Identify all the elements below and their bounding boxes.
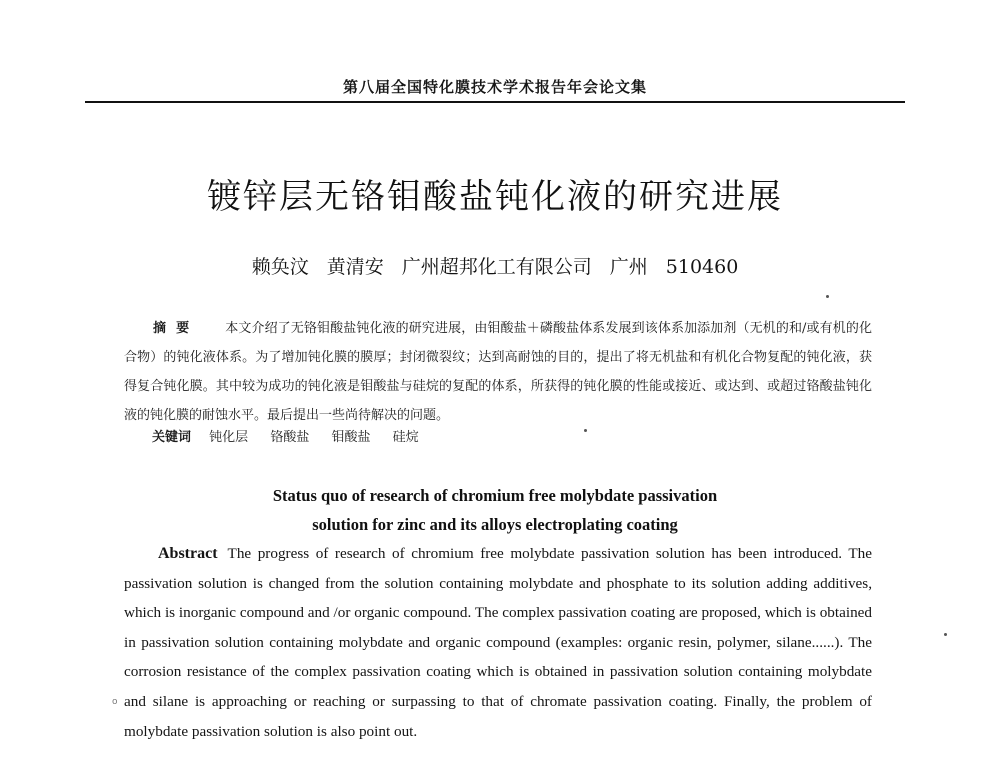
- abstract-en-label: Abstract: [158, 545, 218, 562]
- keyword: 铬酸盐: [270, 430, 310, 445]
- abstract-en: [124, 539, 872, 746]
- keyword: 硅烷: [392, 430, 419, 445]
- keywords-cn-label: 关键词: [152, 430, 192, 445]
- byline: [85, 254, 905, 280]
- abstract-cn-text: 本文介绍了无铬钼酸盐钝化液的研究进展，由钼酸盐＋磷酸盐体系发展到该体系加添加剂（无机的和/或有机的化合物）的钝化液体系。为了增加钝化膜的膜厚；封闭微裂纹；达到高耐蚀的目的，提出了将无机盐和有机化合物复配的钝化液，获得复合钝化膜。其中较为成功的钝化液是钼酸盐与硅烷的复配的体系，所获得的钝化膜的性能或接近、或达到、或超过铬酸盐钝化液的钝化膜的耐蚀水平。最后提出一些尚待解决的问题。: [124, 321, 872, 423]
- abstract-en-text: The progress of research of chromium free molybdate passivation solution has been introduced. The passivation solution is changed from the solution containing molybdate and phosphate to its solution adding additives, which is inorganic compound and /or organic compound. The complex passivation coating are proposed, which is obtained in passivation solution containing molybdate and organic compound (examples: organic resin, polymer, silane......). The corrosion resistance of the complex passivation coating which is obtained in passivation solution containing molybdate and silane is approaching or reaching or surpassing to that of chromate passivation coating. Finally, the problem of molybdate passivation solution is also point out.: [124, 545, 872, 740]
- keywords-cn: [152, 425, 852, 451]
- keyword: 钝化层: [209, 430, 249, 445]
- title-en-line-2: solution for zinc and its alloys electroplating coating: [312, 515, 678, 534]
- running-header: 第八届全国特化膜技术学术报告年会论文集: [342, 78, 647, 96]
- margin-mark: o: [112, 697, 118, 707]
- affiliation: 广州超邦化工有限公司: [401, 256, 592, 278]
- paper-title-en: [85, 481, 905, 539]
- city: 广州: [609, 256, 648, 278]
- header-rule: [85, 101, 905, 103]
- author-1: 赖奂汶: [251, 256, 309, 278]
- keyword: 钼酸盐: [331, 430, 371, 445]
- scan-speck: [944, 633, 947, 636]
- author-2: 黄清安: [326, 256, 384, 278]
- abstract-cn: [124, 314, 872, 430]
- scan-speck: [584, 429, 587, 432]
- paper-title-cn: 镀锌层无铬钼酸盐钝化液的研究进展: [207, 177, 783, 217]
- abstract-cn-label: 摘要: [153, 321, 200, 336]
- scan-speck: [826, 295, 829, 298]
- postcode: 510460: [665, 256, 739, 278]
- title-en-line-1: Status quo of research of chromium free molybdate passivation: [272, 486, 718, 505]
